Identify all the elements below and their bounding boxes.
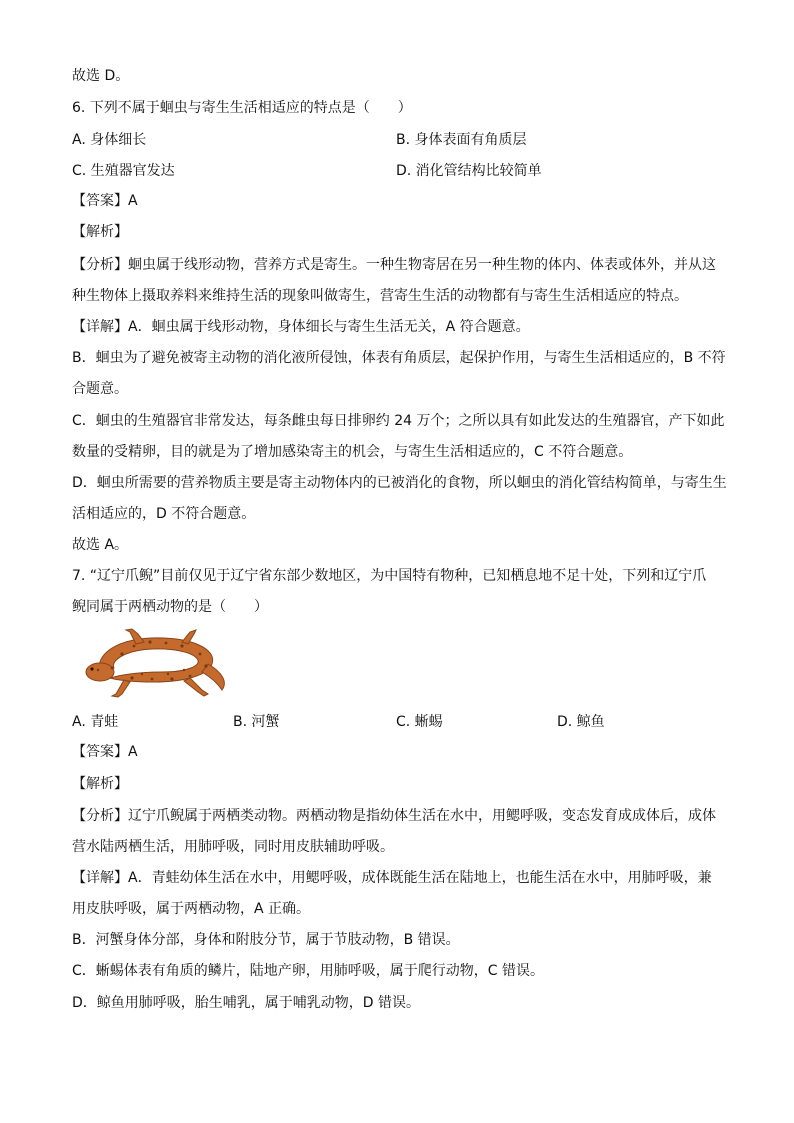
- q7-xiangjie-tag: 【详解】: [72, 870, 128, 886]
- q6-answer: A: [128, 193, 138, 209]
- q6-xiangjie-a: A．蛔虫属于线形动物，身体细长与寄生生活无关，A 符合题意。: [128, 319, 530, 335]
- previous-conclusion: 故选 D。: [72, 68, 130, 84]
- q6-b-line1: B．蛔虫为了避免被寄主动物的消化液所侵蚀，体表有角质层，起保护作用，与寄生生活相适应的，B 不符: [72, 350, 726, 366]
- q6-xiangjie-line: [72, 317, 530, 337]
- q7-c-line: C．蜥蜴体表有角质的鳞片，陆地产卵，用肺呼吸，属于爬行动物，C 错误。: [72, 963, 544, 979]
- q6-fenxi-text1: 蛔虫属于线形动物，营养方式是寄生。一种生物寄居在另一种生物的体内、体表或体外，并从这: [128, 257, 716, 273]
- q6-option-c: C. 生殖器官发达: [72, 163, 175, 179]
- q6-d-line1: D．蛔虫所需要的营养物质主要是寄主动物体内的已被消化的食物，所以蛔虫的消化管结构简单，与寄生生: [72, 475, 727, 491]
- q6-answer-tag: 【答案】: [72, 193, 128, 209]
- q6-c-line2: 数量的受精卵，目的就是为了增加感染寄主的机会，与寄生生活相适应的，C 不符合题意。: [72, 444, 633, 460]
- q6-fenxi-line2: 种生物体上摄取养料来维持生活的现象叫做寄生，营寄生生活的动物都有与寄生生活相适应的特点。: [72, 288, 688, 304]
- q7-fenxi-line1: [72, 806, 716, 826]
- q7-stem-line1: 7. “辽宁爪鲵”目前仅见于辽宁省东部少数地区，为中国特有物种，已知栖息地不足十处，下列和辽宁爪: [72, 568, 707, 584]
- q7-option-d: D. 鲸鱼: [557, 714, 605, 730]
- q6-b-line2: 合题意。: [72, 381, 128, 397]
- q6-option-d: D. 消化管结构比较简单: [396, 163, 542, 179]
- q6-fenxi-tag: 【分析】: [72, 257, 128, 273]
- q6-c-line1: C．蛔虫的生殖器官非常发达，每条雌虫每日排卵约 24 万个；之所以具有如此发达的生殖器官，产下如此: [72, 413, 725, 429]
- q6-d-line2: 活相适应的，D 不符合题意。: [72, 506, 256, 522]
- q6-stem: 6. 下列不属于蛔虫与寄生生活相适应的特点是（ ）: [72, 100, 412, 116]
- q6-fenxi-line1: [72, 255, 716, 275]
- q7-answer: A: [128, 744, 138, 760]
- q7-option-c: C. 蜥蜴: [396, 714, 443, 730]
- q6-xiangjie-tag: 【详解】: [72, 319, 128, 335]
- q7-analysis-tag: 【解析】: [72, 776, 128, 792]
- q6-option-b: B. 身体表面有角质层: [396, 132, 527, 148]
- q7-option-b: B. 河蟹: [233, 714, 280, 730]
- q7-xiangjie-text1: A．青蛙幼体生活在水中，用鳃呼吸，成体既能生活在陆地上，也能生活在水中，用肺呼吸，兼: [128, 870, 712, 886]
- q7-fenxi-text1: 辽宁爪鲵属于两栖类动物。两栖动物是指幼体生活在水中，用鳃呼吸，变态发育成成体后，成体: [128, 808, 716, 824]
- q6-analysis-tag: 【解析】: [72, 224, 128, 240]
- q6-answer-line: [72, 191, 138, 211]
- q7-answer-line: [72, 742, 138, 762]
- q7-fenxi-line2: 营水陆两栖生活，用肺呼吸，同时用皮肤辅助呼吸。: [72, 839, 394, 855]
- q6-conclusion: 故选 A。: [72, 537, 129, 553]
- q7-d-line: D．鲸鱼用肺呼吸，胎生哺乳，属于哺乳动物，D 错误。: [72, 995, 421, 1011]
- q7-answer-tag: 【答案】: [72, 744, 128, 760]
- q7-b-line: B．河蟹身体分部，身体和附肢分节，属于节肢动物，B 错误。: [72, 932, 460, 948]
- q7-stem-line2: 鲵同属于两栖动物的是（ ）: [72, 599, 268, 615]
- salamander-photo: [72, 624, 232, 704]
- q7-xiangjie-line1: [72, 868, 712, 888]
- q6-option-a: A. 身体细长: [72, 132, 147, 148]
- q7-fenxi-tag: 【分析】: [72, 808, 128, 824]
- q7-xiangjie-line2: 用皮肤呼吸，属于两栖动物，A 正确。: [72, 901, 311, 917]
- q7-option-a: A. 青蛙: [72, 714, 119, 730]
